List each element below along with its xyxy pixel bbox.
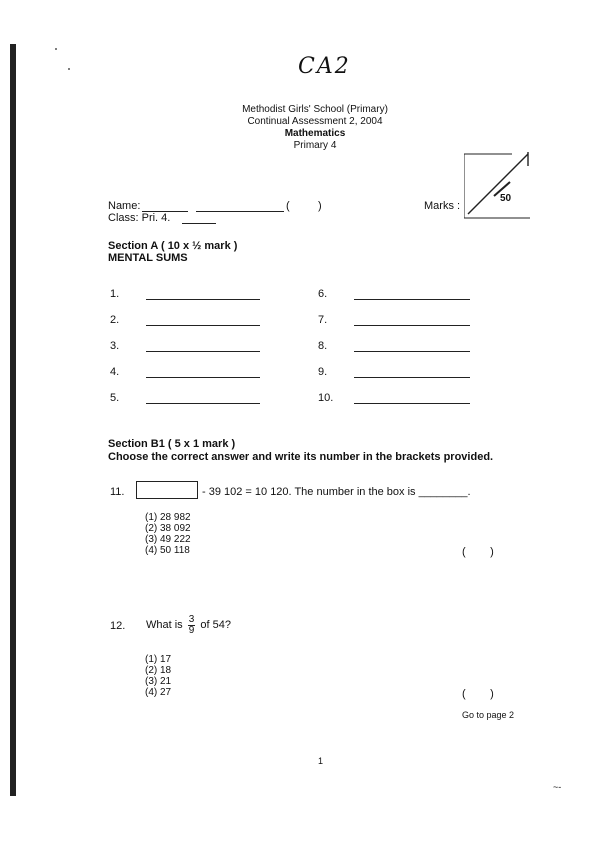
page-number: 1 <box>318 756 324 766</box>
question-text: - 39 102 = 10 120. The number in the box is ________. <box>202 486 471 498</box>
question-number: 5. <box>110 392 120 404</box>
question-number: 9. <box>318 366 328 378</box>
option-1: (1) 28 982 <box>145 512 191 523</box>
question-number: 7. <box>318 314 328 326</box>
option-2: (2) 18 <box>145 665 172 676</box>
class-line[interactable] <box>182 223 216 224</box>
answer-line[interactable] <box>354 377 470 378</box>
fraction-numerator: 3 <box>188 613 195 625</box>
answer-line[interactable] <box>354 299 470 300</box>
answer-line[interactable] <box>146 299 260 300</box>
name-line-long[interactable] <box>196 211 284 212</box>
index-paren-close: ) <box>318 200 322 212</box>
question-number: 2. <box>110 314 120 326</box>
marks-box <box>464 152 530 220</box>
question-number: 1. <box>110 288 120 300</box>
marks-total: 50 <box>500 193 512 204</box>
answer-line[interactable] <box>354 351 470 352</box>
answer-line[interactable] <box>354 403 470 404</box>
question-number: 10. <box>318 392 334 404</box>
option-3: (3) 21 <box>145 676 172 687</box>
scan-speck <box>55 48 57 50</box>
answer-line[interactable] <box>354 325 470 326</box>
subject-title: Mathematics <box>284 128 346 139</box>
question-number: 8. <box>318 340 328 352</box>
option-4: (4) 27 <box>145 687 172 698</box>
answer-line[interactable] <box>146 325 260 326</box>
fraction <box>188 615 196 636</box>
option-3: (3) 49 222 <box>145 534 191 545</box>
option-4: (4) 50 118 <box>145 545 190 556</box>
name-label: Name: <box>108 200 141 212</box>
binding-edge <box>10 44 16 796</box>
section-a-subtitle: MENTAL SUMS <box>108 252 188 264</box>
section-a-title: Section A ( 10 x ½ mark ) <box>108 240 238 252</box>
answer-box[interactable] <box>136 481 198 499</box>
question-number: 11. <box>110 486 125 498</box>
question-number: 3. <box>110 340 120 352</box>
school-name: Methodist Girls' School (Primary) <box>242 104 388 115</box>
fraction-denominator: 9 <box>188 624 195 636</box>
answer-bracket[interactable]: ( ) <box>462 546 494 558</box>
go-to-next-page: Go to page 2 <box>462 710 515 720</box>
assessment-title: Continual Assessment 2, 2004 <box>247 116 383 127</box>
option-2: (2) 38 092 <box>145 523 191 534</box>
scan-speck <box>68 68 70 70</box>
section-b1-title: Section B1 ( 5 x 1 mark ) <box>108 438 236 450</box>
question-text-before: What is <box>146 619 183 631</box>
answer-line[interactable] <box>146 377 260 378</box>
index-paren-open: ( <box>286 200 290 212</box>
class-label: Class: Pri. 4. <box>108 212 171 224</box>
corner-mark: ~- <box>553 782 562 792</box>
marks-label: Marks : <box>424 200 461 212</box>
answer-line[interactable] <box>146 351 260 352</box>
question-text <box>146 614 231 636</box>
question-number: 6. <box>318 288 328 300</box>
handwritten-note: CA2 <box>298 54 351 79</box>
question-text-after: of 54? <box>200 619 231 631</box>
question-number: 4. <box>110 366 120 378</box>
level-title: Primary 4 <box>293 140 337 151</box>
option-1: (1) 17 <box>145 654 172 665</box>
answer-bracket[interactable]: ( ) <box>462 688 494 700</box>
question-number: 12. <box>110 620 126 632</box>
section-b1-instruction: Choose the correct answer and write its number in the brackets provided. <box>108 451 494 463</box>
answer-line[interactable] <box>146 403 260 404</box>
